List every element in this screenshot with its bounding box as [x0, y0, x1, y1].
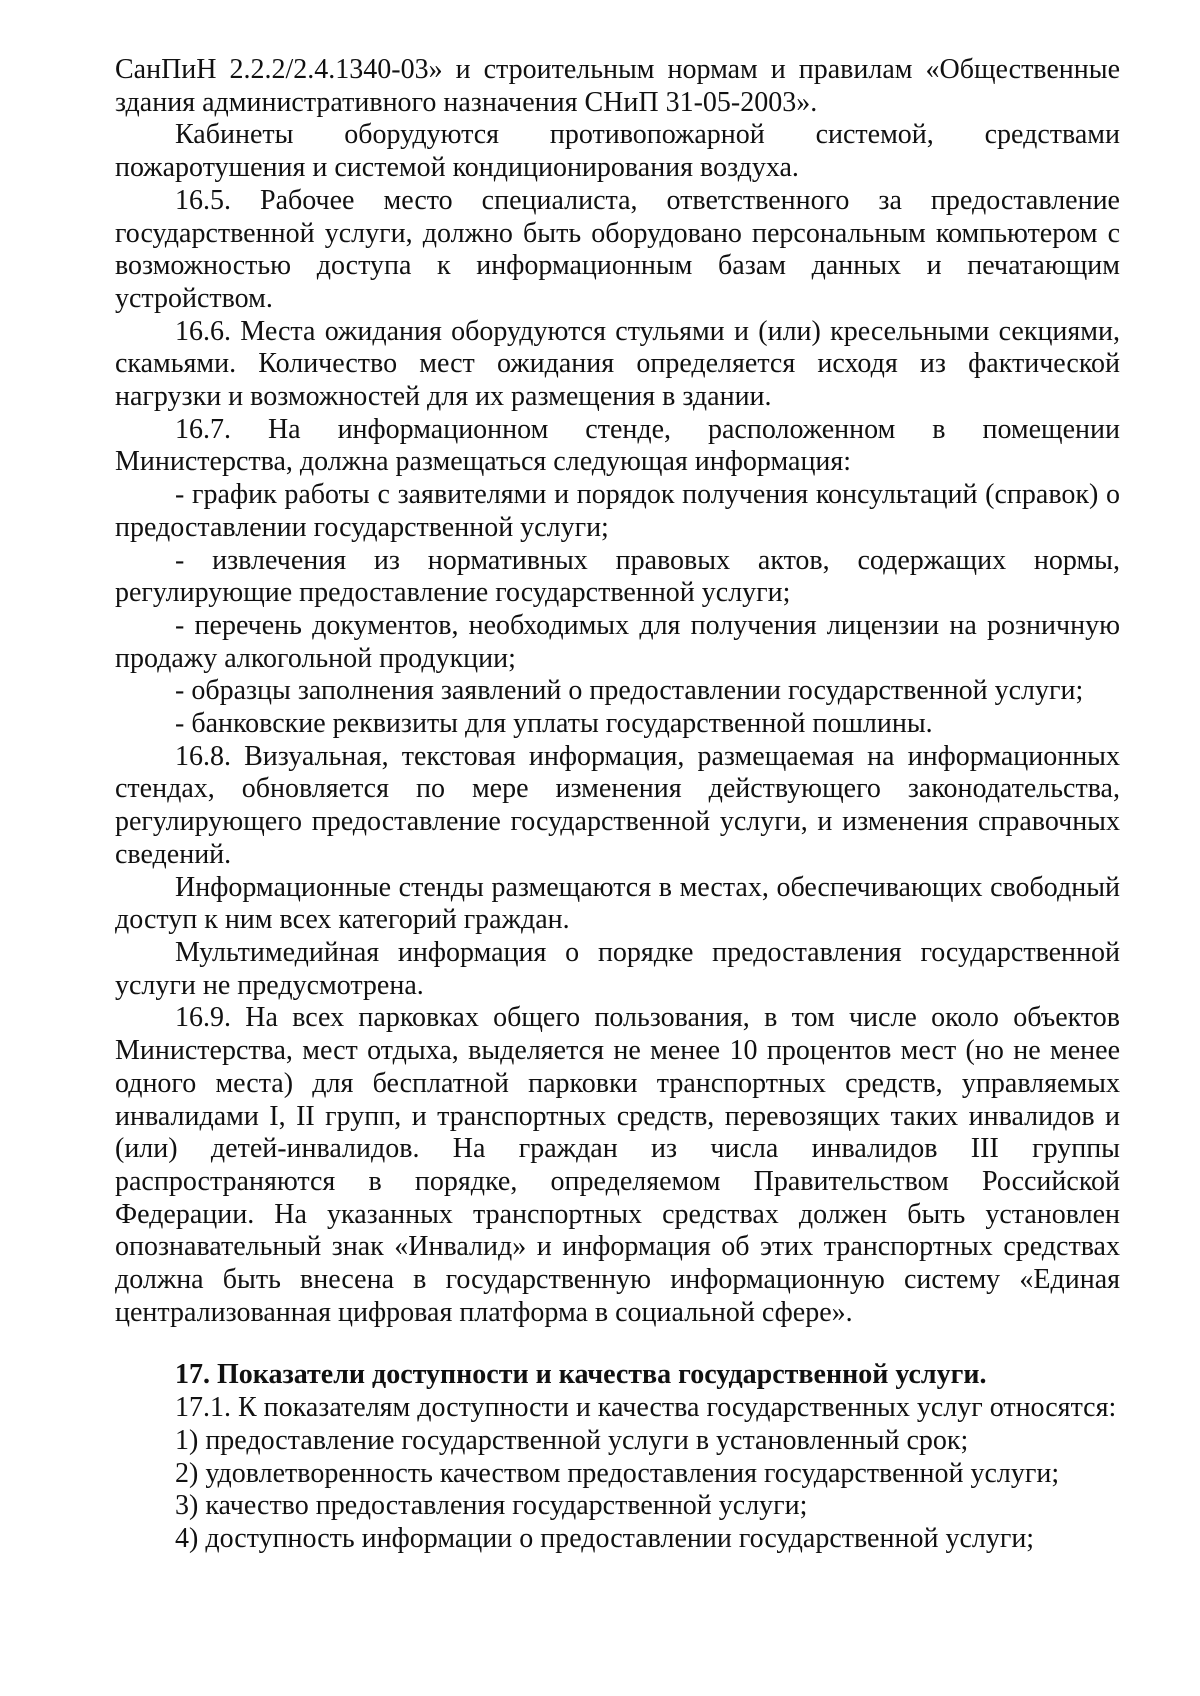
paragraph-16-9: 16.9. На всех парковках общего пользования, в том числе около объектов Министерства, мест отдыха, выделяется не менее 10 процентов мест (но не менее одного места) для бесплатной парковки транспортных средств, управляемых инвалидами I, II групп, и транспортных средств, перевозящих таких инвалидов и (или) детей-инвалидов. На граждан из числа инвалидов III группы распространяются в порядке, определяемом Правительством Российской Федерации. На указанных транспортных средствах должен быть установлен опознавательный знак «Инвалид» и информация об этих транспортных средствах должна быть внесена в государственную информационную систему «Единая централизованная цифровая платформа в социальной сфере». [115, 1002, 1120, 1328]
paragraph-sanpin-continuation: СанПиН 2.2.2/2.4.1340-03» и строительным нормам и правилам «Общественные здания административного назначения СНиП 31-05-2003». [115, 54, 1120, 118]
list-item-2: 2) удовлетворенность качеством предоставления государственной услуги; [175, 1457, 1060, 1489]
list-item-1: 1) предоставление государственной услуги в установленный срок; [175, 1424, 969, 1456]
paragraph-17-1: 17.1. К показателям доступности и качества государственных услуг относятся: [175, 1392, 1117, 1424]
list-item-bank-details: - банковские реквизиты для уплаты государственной пошлины. [175, 708, 933, 740]
list-item-schedule: - график работы с заявителями и порядок получения консультаций (справок) о предоставлении государственной услуги; [115, 479, 1120, 543]
list-item-documents: - перечень документов, необходимых для получения лицензии на розничную продажу алкогольной продукции; [115, 609, 1120, 674]
paragraph-16-6: 16.6. Места ожидания оборудуются стульями и (или) кресельными секциями, скамьями. Количество мест ожидания определяется исходя из фактической нагрузки и возможностей для их размещения в здании. [115, 315, 1120, 413]
paragraph-multimedia: Мультимедийная информация о порядке предоставления государственной услуги не предусмотрена. [115, 936, 1120, 1001]
paragraph-cabinets: Кабинеты оборудуются противопожарной системой, средствами пожаротушения и системой кондиционирования воздуха. [115, 119, 1120, 184]
paragraph-16-7: 16.7. На информационном стенде, расположенном в помещении Министерства, должна размещаться следующая информация: [115, 413, 1120, 478]
paragraph-16-8: 16.8. Визуальная, текстовая информация, размещаемая на информационных стендах, обновляется по мере изменения действующего законодательства, регулирующего предоставление государственной услуги, и изменения справочных сведений. [115, 740, 1120, 870]
list-item-3: 3) качество предоставления государственной услуги; [175, 1490, 808, 1522]
list-item-extracts: - извлечения из нормативных правовых актов, содержащих нормы, регулирующие предоставление государственной услуги; [115, 544, 1120, 609]
paragraph-info-stands: Информационные стенды размещаются в местах, обеспечивающих свободный доступ к ним всех категорий граждан. [115, 871, 1120, 936]
paragraph-16-5: 16.5. Рабочее место специалиста, ответственного за предоставление государственной услуги, должно быть оборудовано персональным компьютером с возможностью доступа к информационным базам данных и печатающим устройством. [115, 184, 1120, 314]
list-item-4: 4) доступность информации о предоставлении государственной услуги; [175, 1522, 1035, 1554]
section-gap [115, 1329, 1120, 1359]
section-heading-17: 17. Показатели доступности и качества государственной услуги. [175, 1359, 987, 1391]
list-item-samples: - образцы заполнения заявлений о предоставлении государственной услуги; [175, 675, 1084, 707]
